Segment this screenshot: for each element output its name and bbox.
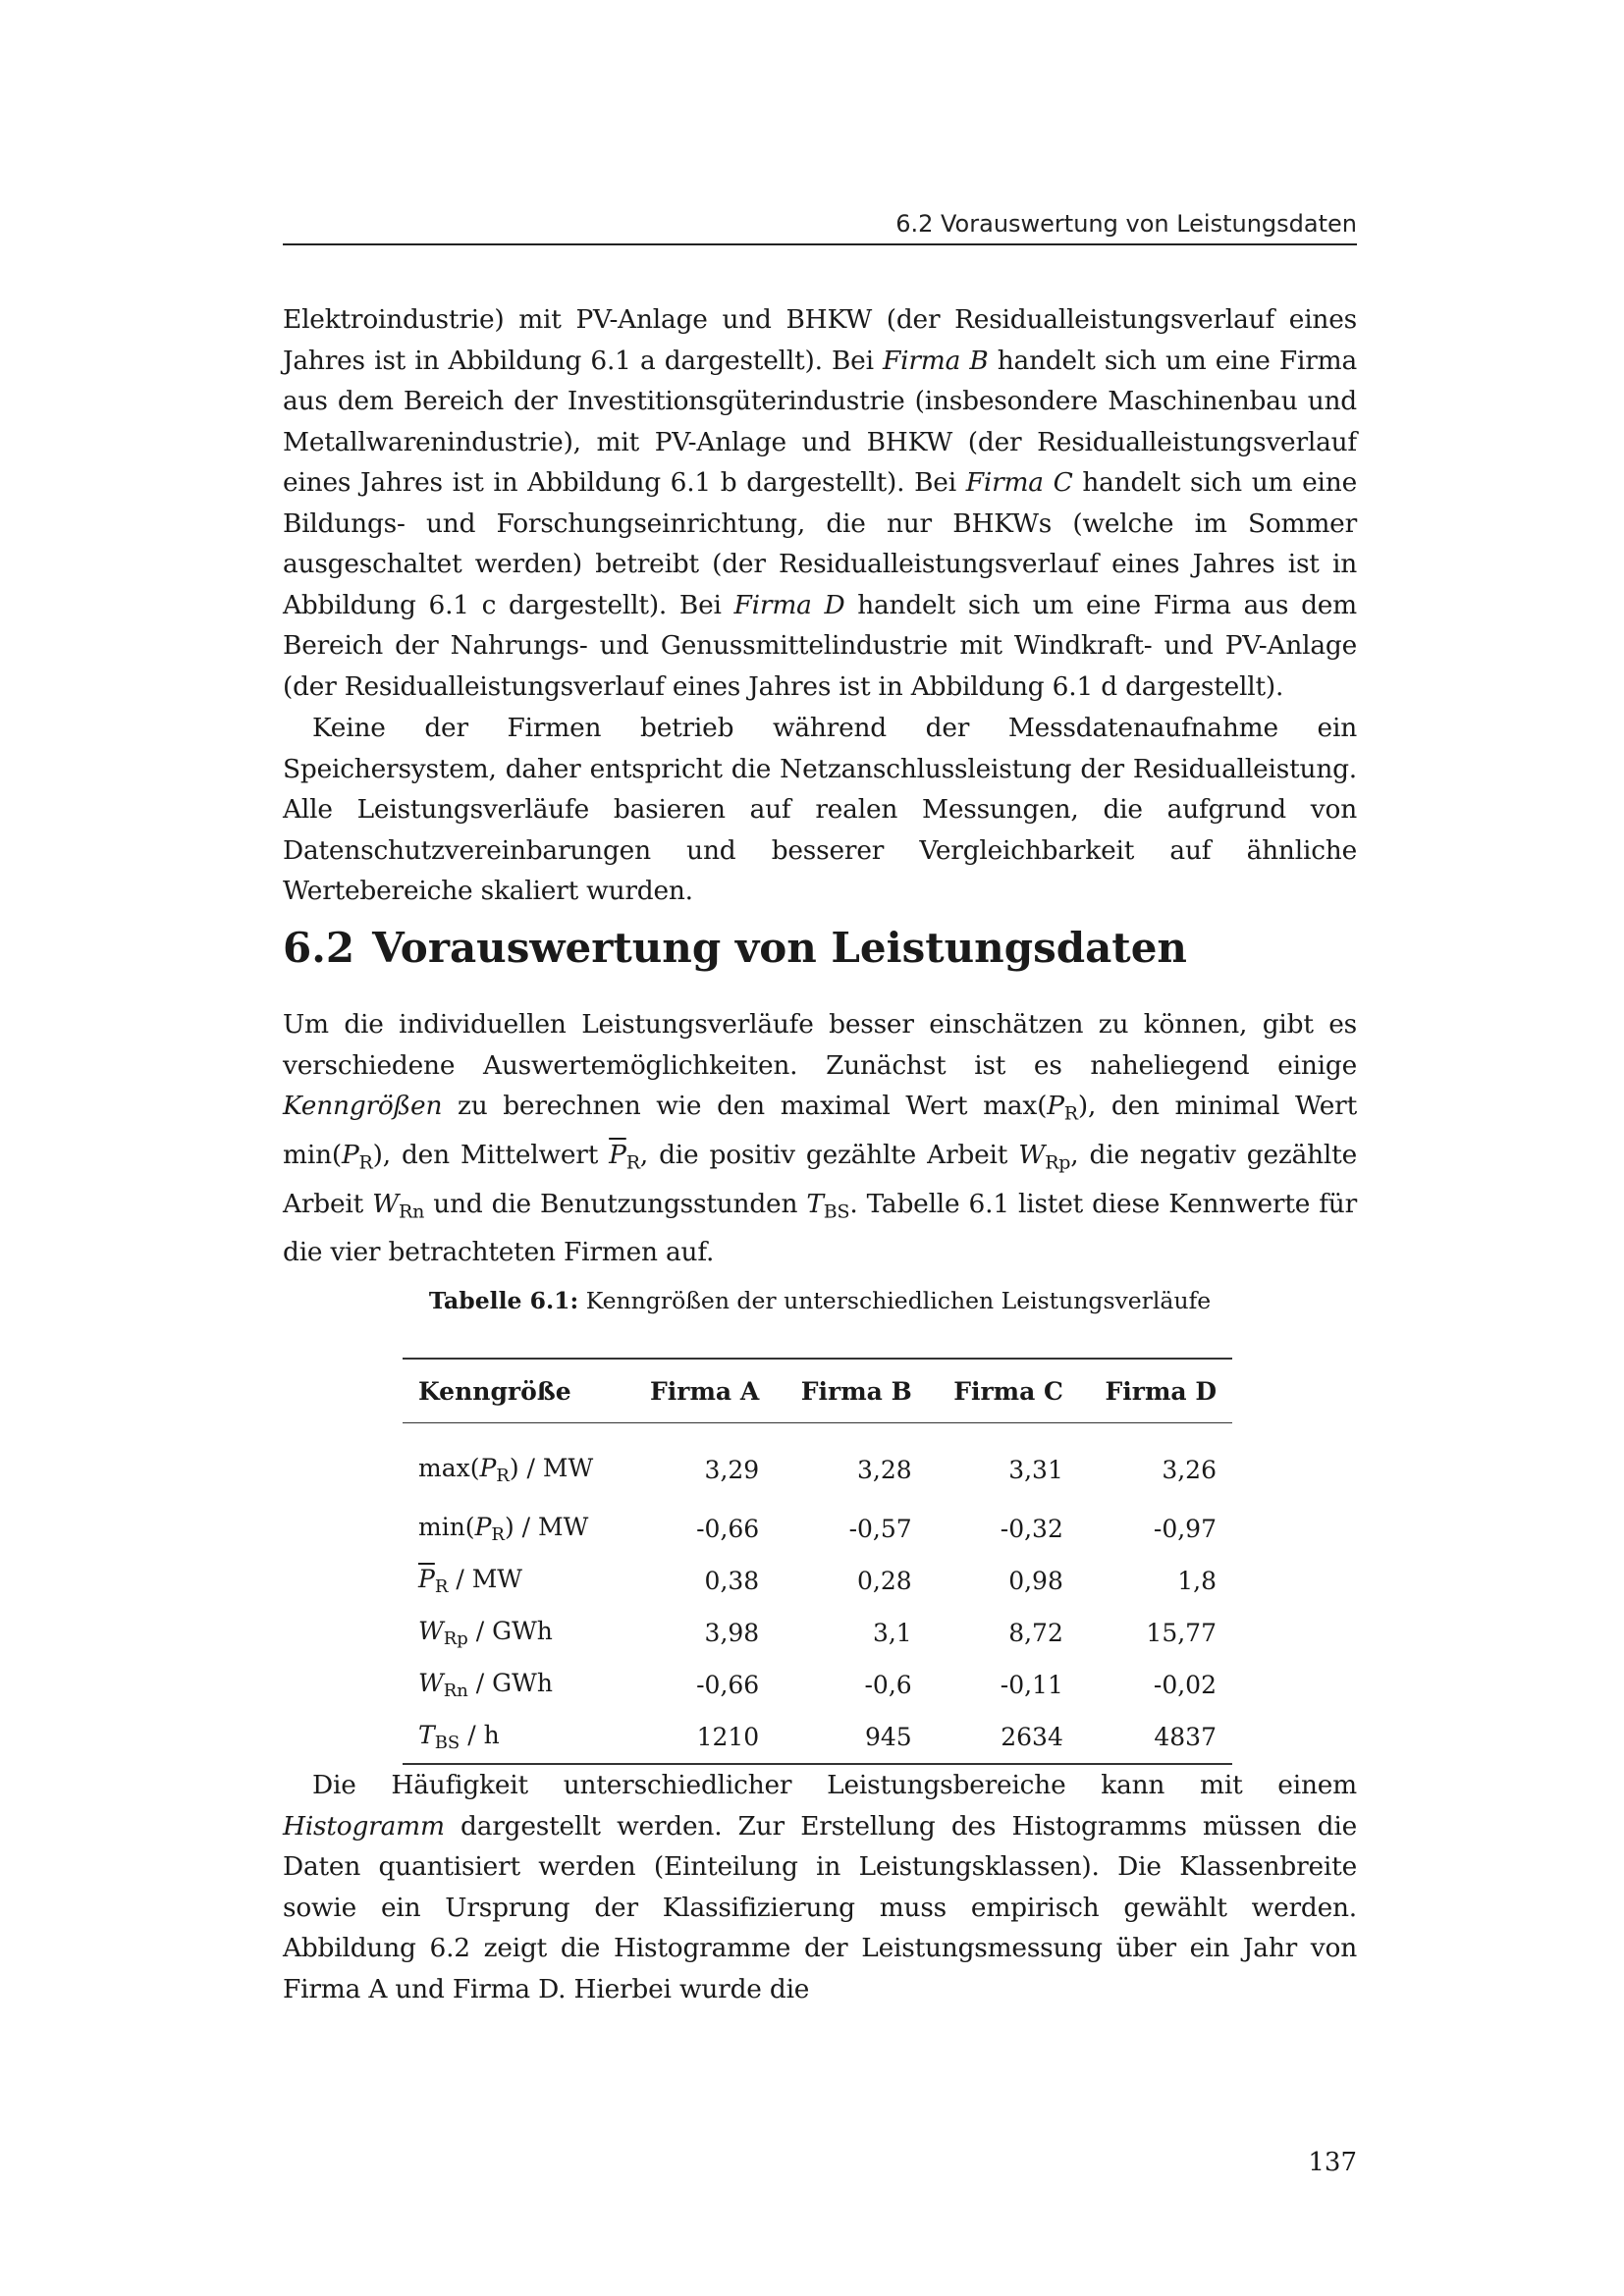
- row-label: $T_{BS}$ / h: [418, 1720, 500, 1754]
- table-row: [403, 1711, 1232, 1764]
- table-cell: -0,6: [864, 1671, 912, 1699]
- table-cell: -0,02: [1153, 1671, 1217, 1699]
- table-caption-text: Kenngrößen der unterschiedlichen Leistungsverläufe: [578, 1287, 1212, 1314]
- table-cell: 3,29: [704, 1456, 760, 1484]
- table-cell: -0,97: [1153, 1515, 1217, 1543]
- paragraph-companies: Elektroindustrie) mit PV-Anlage und BHKW (der Residualleistungsverlauf eines Jahres ist in Abbildung 6.1 a dargestellt). Bei Firma B handelt sich um eine Firma aus dem Bereich der Investitionsgüterindustrie (insbesondere Maschinenbau und Metallwarenindustrie), mit PV-Anlage und BHKW (der Residualleistungsverlauf eines Jahres ist in Abbildung 6.1 b dargestellt). Bei Firma C handelt sich um eine Bildungs- und Forschungseinrichtung, die nur BHKWs (welche im Sommer ausgeschaltet werden) betreibt (der Residualleistungsverlauf eines Jahres ist in Abbildung 6.1 c dargestellt). Bei Firma D handelt sich um eine Firma aus dem Bereich der Nahrungs- und Genussmittelindustrie mit Windkraft- und PV-Anlage (der Residualleistungsverlauf eines Jahres ist in Abbildung 6.1 d dargestellt).: [283, 304, 1357, 702]
- table-row: [403, 1423, 1232, 1504]
- table-cell: 0,28: [857, 1567, 912, 1595]
- kenngroessen-emphasis: Kenngrößen: [283, 1091, 443, 1121]
- section-number: 6.2: [283, 924, 355, 972]
- paragraph-storage-note: Keine der Firmen betrieb während der Messdatenaufnahme ein Speichersystem, daher entspricht die Netzanschlussleistung der Residualleistung. Alle Leistungsverläufe basieren auf realen Messungen, die aufgrund von Datenschutzvereinbarungen und besserer Vergleichbarkeit auf ähnliche Wertebereiche skaliert wurden.: [283, 713, 1357, 906]
- table-cell: 1,8: [1177, 1567, 1217, 1595]
- column-header: Firma C: [953, 1376, 1063, 1406]
- table-cell: 3,31: [1008, 1456, 1063, 1484]
- histogramm-emphasis: Histogramm: [283, 1810, 445, 1842]
- table-cell: -0,66: [696, 1515, 760, 1543]
- table-cell: 0,98: [1008, 1567, 1063, 1595]
- firma-c-emphasis: Firma C: [965, 467, 1073, 498]
- table-row: [403, 1555, 1232, 1607]
- table-cell: 0,38: [704, 1567, 760, 1595]
- column-header: Firma B: [800, 1376, 912, 1406]
- row-label: $\max(P_R)$ / MW: [418, 1453, 594, 1487]
- table-cell: 8,72: [1008, 1619, 1063, 1647]
- table-row: [403, 1503, 1232, 1555]
- column-header: Firma A: [650, 1376, 760, 1406]
- table-cell: -0,11: [1000, 1671, 1063, 1699]
- running-header: [283, 204, 1357, 245]
- table-caption: [283, 1284, 1357, 1317]
- paragraph-kenngroessen: Um die individuellen Leistungsverläufe besser einschätzen zu können, gibt es verschiedene Auswertemöglichkeiten. Zunächst ist es naheliegend einige Kenngrößen zu berechnen wie den maximal Wert $\max(P_R)$, den minimal Wert $\min(P_R)$, den Mittelwert $\overline{P}_R$, die positiv gezählte Arbeit $W_{Rp}$, die negativ gezählte Arbeit $W_{Rn}$ und die Benutzungsstunden $T_{BS}$. Tabelle 6.1 listet diese Kennwerte für die vier betrachteten Firmen auf.: [283, 1009, 1357, 1268]
- paragraph-histogram: Die Häufigkeit unterschiedlicher Leistungsbereiche kann mit einem Histogramm dargestellt werden. Zur Erstellung des Histogramms müssen die Daten quantisiert werden (Einteilung in Leistungsklassen). Die Klassenbreite sowie ein Ursprung der Klassifizierung muss empirisch gewählt werden. Abbildung 6.2 zeigt die Histogramme der Leistungsmessung über ein Jahr von Firma A und Firma D. Hierbei wurde die: [283, 1770, 1357, 2004]
- table-caption-label: Tabelle 6.1:: [428, 1287, 579, 1314]
- table-cell: 1210: [696, 1723, 760, 1751]
- firma-b-emphasis: Firma B: [883, 345, 989, 376]
- mean-symbol: $\overline{P}$: [609, 1139, 626, 1170]
- column-header: Firma D: [1105, 1376, 1217, 1406]
- table-cell: 3,98: [704, 1619, 760, 1647]
- firma-d-emphasis: Firma D: [733, 589, 845, 620]
- table-cell: -0,57: [848, 1515, 912, 1543]
- table-row: [403, 1607, 1232, 1659]
- table-header-row: [403, 1359, 1232, 1423]
- page-number: 137: [1308, 2148, 1357, 2177]
- running-header-text: 6.2 Vorauswertung von Leistungsdaten: [895, 210, 1357, 238]
- table-row: [403, 1659, 1232, 1711]
- row-label: $W_{Rn}$ / GWh: [418, 1668, 553, 1702]
- table-cell: 945: [864, 1723, 912, 1751]
- table-cell: 3,26: [1162, 1456, 1217, 1484]
- table-cell: 3,28: [857, 1456, 912, 1484]
- section-title: Vorauswertung von Leistungsdaten: [372, 924, 1187, 972]
- table-cell: -0,32: [1000, 1515, 1063, 1543]
- row-label: $\min(P_R)$ / MW: [418, 1512, 589, 1546]
- kenngroessen-table: [403, 1358, 1232, 1765]
- table-cell: -0,66: [696, 1671, 760, 1699]
- table-cell: 2634: [1001, 1723, 1063, 1751]
- row-label: $\overline{P}_R$ / MW: [418, 1564, 523, 1598]
- row-label: $W_{Rp}$ / GWh: [418, 1616, 553, 1650]
- table-cell: 15,77: [1146, 1619, 1217, 1647]
- table-cell: 4837: [1154, 1723, 1217, 1751]
- section-heading: [283, 921, 1357, 976]
- table-cell: 3,1: [872, 1619, 912, 1647]
- column-header: Kenngröße: [418, 1376, 571, 1406]
